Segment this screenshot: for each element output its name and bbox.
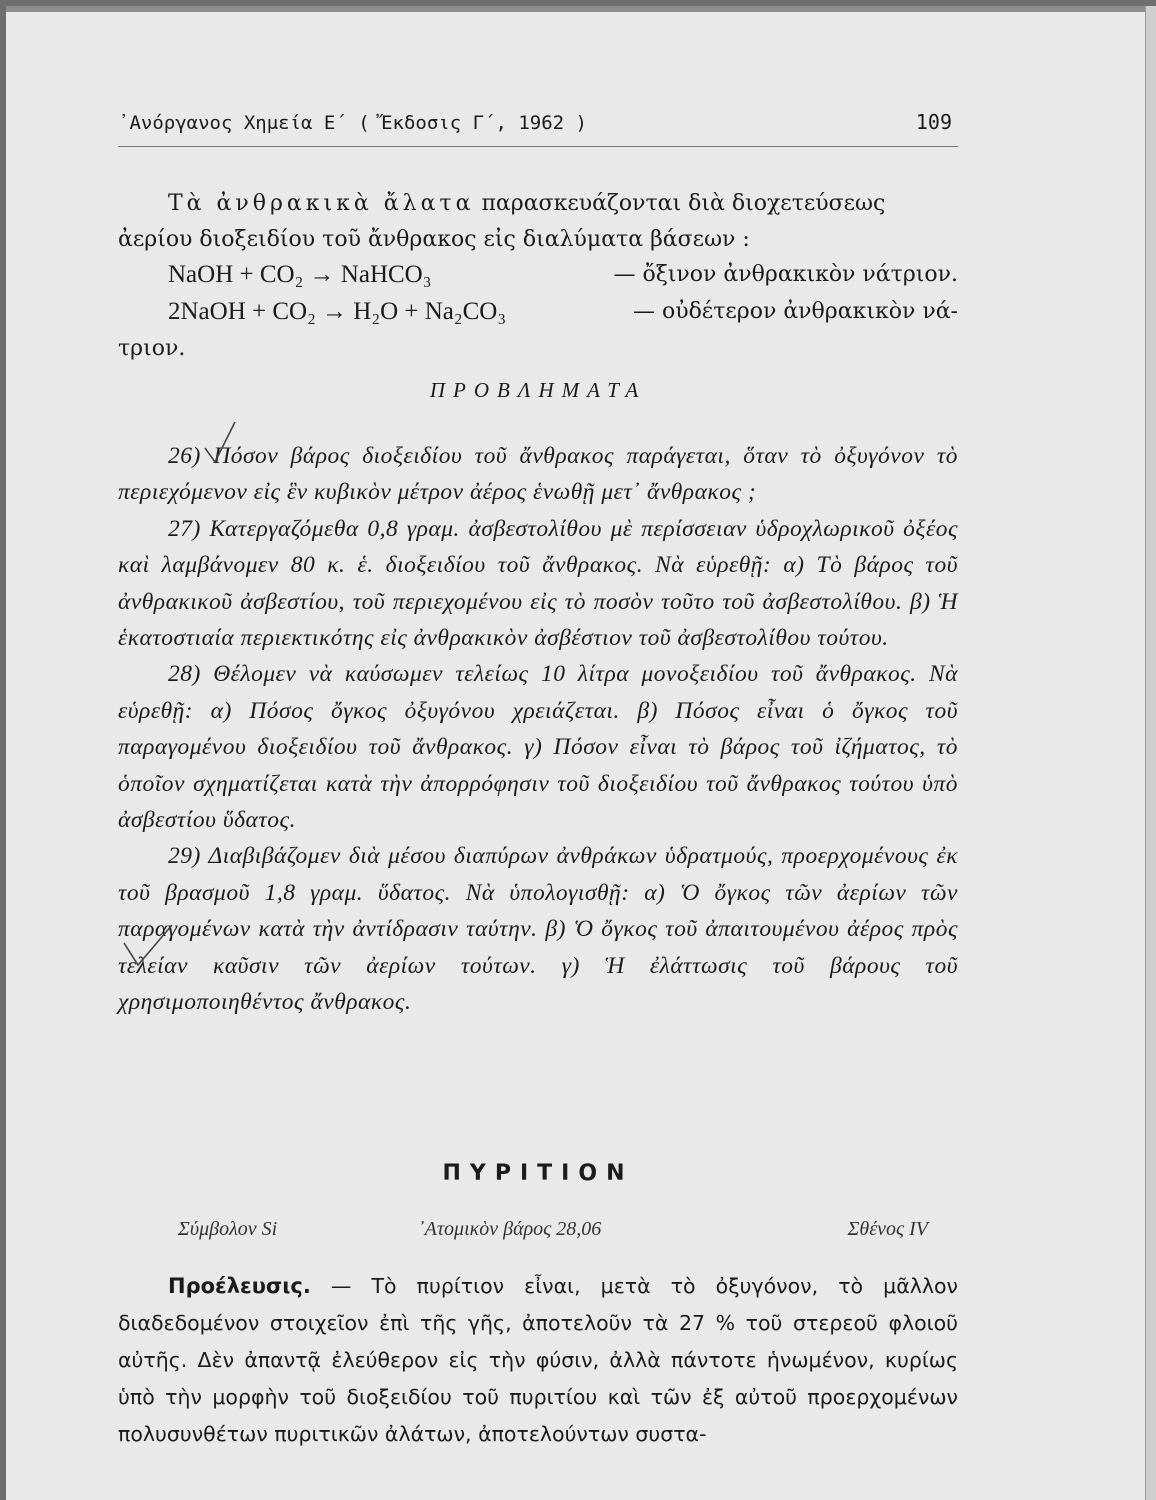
problems-list (118, 438, 958, 1021)
reaction-continuation: τριον. (118, 336, 186, 361)
reaction-note: — ὄξινον ἀνθρακικὸν νάτριον. (613, 262, 958, 287)
origin-text: — Τὸ πυρίτιον εἶναι, μετὰ τὸ ὀξυγόνον, τὸ μᾶλλον διαδεδομένον στοιχεῖον ἐπὶ τῆς γῆς, ἀποτελοῦν τὰ 27 % τοῦ στερεοῦ φλοιοῦ αὐτῆς. Δὲν ἀπαντᾷ ἐλεύθερον εἰς τὴν φύσιν, ἀλλὰ πάντοτε ἡνωμένον, κυρίως ὑπὸ τὴν μορφὴν τοῦ διοξειδίου τοῦ πυριτίου καὶ τῶν ἐξ αὐτοῦ προερχομένων πολυσυνθέτων πυριτικῶν ἀλάτων, ἀποτελούντων συστα- (118, 1274, 958, 1446)
reaction-note: — οὐδέτερον ἀνθρακικὸν νά- (632, 299, 958, 324)
problem-item: 28) Θέλομεν νὰ καύσωμεν τελείως 10 λίτρα μονοξειδίου τοῦ ἄνθρακος. Νὰ εὑρεθῇ: α) Πόσος ὄγκος ὀξυγόνου χρειάζεται. β) Πόσος εἶναι ὁ ὄγκος τοῦ παραγομένου διοξειδίου τοῦ ἄνθρακος. γ) Πόσον εἶναι τὸ βάρος τοῦ ἰζήματος, τὸ ὁποῖον σχηματίζεται κατὰ τὴν ἀπορρόφησιν τοῦ διοξειδίου τοῦ ἄνθρακος τούτου ὑπὸ ἀσβεστίου ὕδατος. (118, 661, 958, 834)
reaction-1 (118, 256, 958, 293)
problem-item: 26) Πόσον βάρος διοξειδίου τοῦ ἄνθρακος παράγεται, ὅταν τὸ ὀξυγόνον τὸ περιεχόμενον εἰς ἓν κυβικὸν μέτρον ἀέρος ἑνωθῇ μετ᾿ ἄνθρακος ; (118, 443, 958, 506)
pencil-checkmark-icon (201, 418, 241, 468)
page-number: 109 (915, 110, 952, 134)
intro-lead: Τὰ ἀνθρακικὰ ἄλατα (168, 191, 475, 216)
element-valence: Σθένος IV (847, 1218, 928, 1240)
reaction-equation: NaOH + CO₂ → NaHCO₃ (168, 261, 432, 288)
element-info (118, 1218, 958, 1248)
page-top-edge (6, 6, 1156, 12)
reaction-2 (118, 293, 958, 330)
intro-text-line2: ἀερίου διοξειδίου τοῦ ἄνθρακος εἰς διαλύματα βάσεων : (118, 227, 750, 252)
intro-paragraph (118, 186, 958, 258)
reactions (118, 256, 958, 367)
problem-item: 29) Διαβιβάζομεν διὰ μέσου διαπύρων ἀνθράκων ὑδρατμούς, προερχομένους ἐκ τοῦ βρασμοῦ 1,8 γραμ. ὕδατος. Νὰ ὑπολογισθῇ: α) Ὁ ὄγκος τῶν ἀερίων τῶν παραγομένων κατὰ τὴν ἀντίδρασιν ταύτην. β) Ὁ ὄγκος τοῦ ἀπαιτουμένου ἀέρος πρὸς τελείαν καῦσιν τῶν ἀερίων τούτων. γ) Ἡ ἐλάττωσις τοῦ βάρους τοῦ χρησιμοποιηθέντος ἄνθρακος. (118, 843, 958, 1016)
problems-title: ΠΡΟΒΛΗΜΑΤΑ (429, 378, 647, 402)
intro-text-line1: παρασκευάζονται διὰ διοχετεύσεως (474, 191, 886, 216)
origin-paragraph (118, 1268, 958, 1453)
element-symbol: Σύμβολον Si (178, 1218, 278, 1240)
pencil-checkmark-icon (120, 921, 176, 971)
scanned-page (6, 6, 1156, 1500)
element-atomic-weight: ᾿Ατομικὸν βάρος 28,06 (418, 1218, 602, 1240)
header-title: ᾿Ανόργανος Χημεία Ε΄ ( Ἔκδοσις Γ΄, 1962 ) (118, 112, 587, 134)
page-right-edge (1145, 6, 1156, 1500)
element-title: ΠΥΡΙΤΙΟΝ (442, 1161, 634, 1186)
reaction-equation: 2NaOH + CO₂ → H₂O + Na₂CO₃ (168, 298, 507, 325)
problem-item: 27) Κατεργαζόμεθα 0,8 γραμ. ἀσβεστολίθου μὲ περίσσειαν ὑδροχλωρικοῦ ὀξέος καὶ λαμβάνομεν 80 κ. ἑ. διοξειδίου τοῦ ἄνθρακος. Νὰ εὑρεθῇ: α) Τὸ βάρος τοῦ ἀνθρακικοῦ ἀσβεστίου, τοῦ περιεχομένου εἰς τὸ ποσὸν τοῦτο τοῦ ἀσβεστολίθου. β) Ἡ ἑκατοστιαία περιεκτικότης εἰς ἀνθρακικὸν ἀσβέστιον τοῦ ἀσβεστολίθου τούτου. (118, 515, 958, 652)
origin-heading: Προέλευσις. (168, 1274, 311, 1298)
running-header (118, 106, 958, 147)
